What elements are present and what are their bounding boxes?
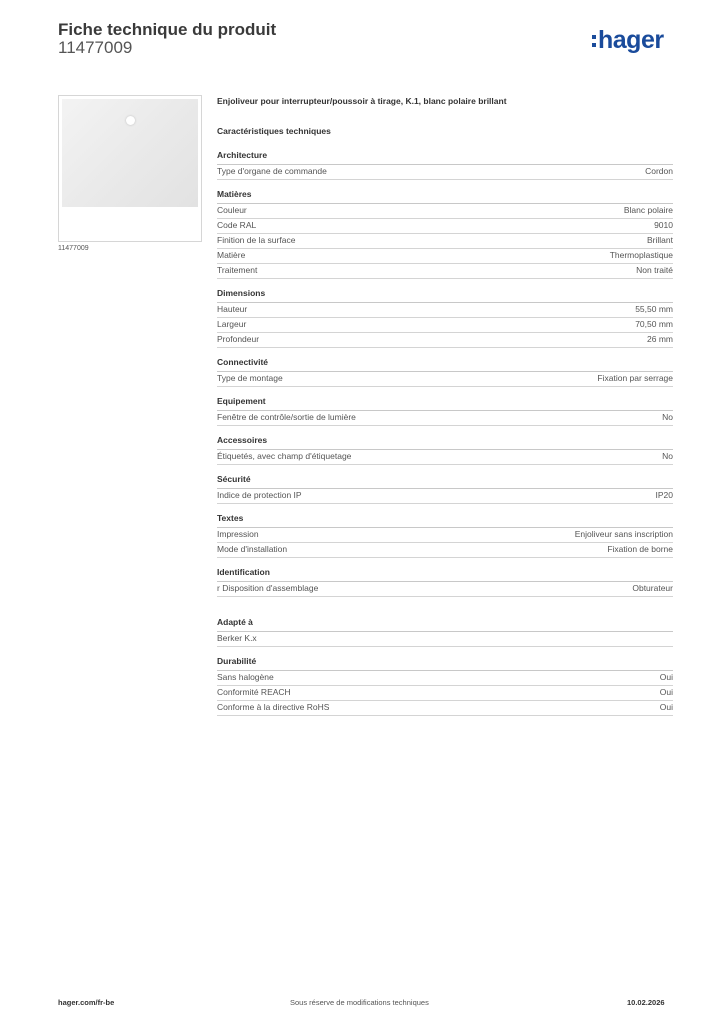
spec-value: Blanc polaire xyxy=(623,205,673,215)
spec-section xyxy=(217,189,673,279)
spec-row xyxy=(217,632,673,647)
spec-value: Fixation de borne xyxy=(607,544,673,554)
spec-row xyxy=(217,234,673,249)
spec-label: Indice de protection IP xyxy=(217,490,302,500)
spec-row xyxy=(217,318,673,333)
spec-row xyxy=(217,582,673,597)
product-image xyxy=(58,95,202,242)
section-title: Accessoires xyxy=(217,435,673,450)
spec-value: 9010 xyxy=(654,220,673,230)
spec-row xyxy=(217,264,673,279)
spec-section xyxy=(217,288,673,348)
spec-section xyxy=(217,150,673,180)
spec-label: Traitement xyxy=(217,265,258,275)
spec-row xyxy=(217,411,673,426)
spec-row xyxy=(217,450,673,465)
spec-row xyxy=(217,249,673,264)
spec-row xyxy=(217,528,673,543)
spec-row xyxy=(217,303,673,318)
spec-value: Oui xyxy=(659,687,673,697)
hager-logo xyxy=(592,26,664,55)
spec-section xyxy=(217,474,673,504)
spec-value: IP20 xyxy=(655,490,673,500)
spec-row xyxy=(217,543,673,558)
section-adapted xyxy=(217,617,673,647)
spec-label: Couleur xyxy=(217,205,247,215)
spec-label: r Disposition d'assemblage xyxy=(217,583,319,593)
spec-value: Cordon xyxy=(645,166,673,176)
spec-sections xyxy=(217,150,673,597)
spec-label: Code RAL xyxy=(217,220,257,230)
section-title: Matières xyxy=(217,189,673,204)
product-description: Enjoliveur pour interrupteur/poussoir à tirage, K.1, blanc polaire brillant xyxy=(217,96,507,106)
spec-value: No xyxy=(662,451,673,461)
spec-label: Type de montage xyxy=(217,373,283,383)
section-title: Identification xyxy=(217,567,673,582)
logo-text: hager xyxy=(598,26,664,54)
spec-value: Non traité xyxy=(636,265,673,275)
section-title: Textes xyxy=(217,513,673,528)
section-durability xyxy=(217,656,673,716)
spec-section xyxy=(217,357,673,387)
spec-row xyxy=(217,165,673,180)
tech-heading: Caractéristiques techniques xyxy=(217,126,331,136)
section-title: Adapté à xyxy=(217,617,673,632)
spec-section xyxy=(217,435,673,465)
image-caption: 11477009 xyxy=(58,245,89,252)
cord-hole xyxy=(126,116,135,125)
spec-row xyxy=(217,219,673,234)
product-code: 11477009 xyxy=(58,38,133,57)
spec-label: Mode d'installation xyxy=(217,544,288,554)
spec-value: Oui xyxy=(659,702,673,712)
spec-label: Fenêtre de contrôle/sortie de lumière xyxy=(217,412,356,422)
spec-value: Obturateur xyxy=(632,583,673,593)
spec-label: Matière xyxy=(217,250,246,260)
logo-dots-icon xyxy=(592,33,596,49)
spec-label: Profondeur xyxy=(217,334,260,344)
spec-value: 55,50 mm xyxy=(635,304,673,314)
cover-plate-image xyxy=(62,99,198,207)
spec-label: Hauteur xyxy=(217,304,248,314)
spec-sheet xyxy=(217,96,673,725)
spec-row xyxy=(217,686,673,701)
spec-row xyxy=(217,701,673,716)
spec-value: Fixation par serrage xyxy=(597,373,673,383)
spec-value: Brillant xyxy=(647,235,673,245)
spec-label: Sans halogène xyxy=(217,672,274,682)
spec-label: Étiquetés, avec champ d'étiquetage xyxy=(217,451,352,461)
page-title: Fiche technique du produit xyxy=(58,20,277,39)
spec-label: Conformité REACH xyxy=(217,687,291,697)
spec-row xyxy=(217,372,673,387)
footer-website: hager.com/fr-be xyxy=(58,998,115,1007)
spec-label: Finition de la surface xyxy=(217,235,296,245)
spec-value: 70,50 mm xyxy=(635,319,673,329)
spec-section xyxy=(217,513,673,558)
section-title: Connectivité xyxy=(217,357,673,372)
spec-label: Impression xyxy=(217,529,259,539)
spec-value: Oui xyxy=(659,672,673,682)
spec-label: Largeur xyxy=(217,319,247,329)
spec-value: Thermoplastique xyxy=(609,250,673,260)
footer-disclaimer: Sous réserve de modifications techniques xyxy=(290,998,429,1007)
section-title: Sécurité xyxy=(217,474,673,489)
section-title: Equipement xyxy=(217,396,673,411)
spec-row xyxy=(217,333,673,348)
spec-value: Enjoliveur sans inscription xyxy=(574,529,673,539)
spec-section xyxy=(217,567,673,597)
spec-row xyxy=(217,489,673,504)
section-title: Architecture xyxy=(217,150,673,165)
spec-value: No xyxy=(662,412,673,422)
footer-date: 10.02.2026 xyxy=(627,998,665,1007)
section-title: Durabilité xyxy=(217,656,673,671)
spec-label: Type d'organe de commande xyxy=(217,166,327,176)
spec-section xyxy=(217,396,673,426)
spec-value: 26 mm xyxy=(647,334,673,344)
spec-row xyxy=(217,671,673,686)
spec-row xyxy=(217,204,673,219)
spec-label: Berker K.x xyxy=(217,633,257,643)
spec-label: Conforme à la directive RoHS xyxy=(217,702,330,712)
section-title: Dimensions xyxy=(217,288,673,303)
